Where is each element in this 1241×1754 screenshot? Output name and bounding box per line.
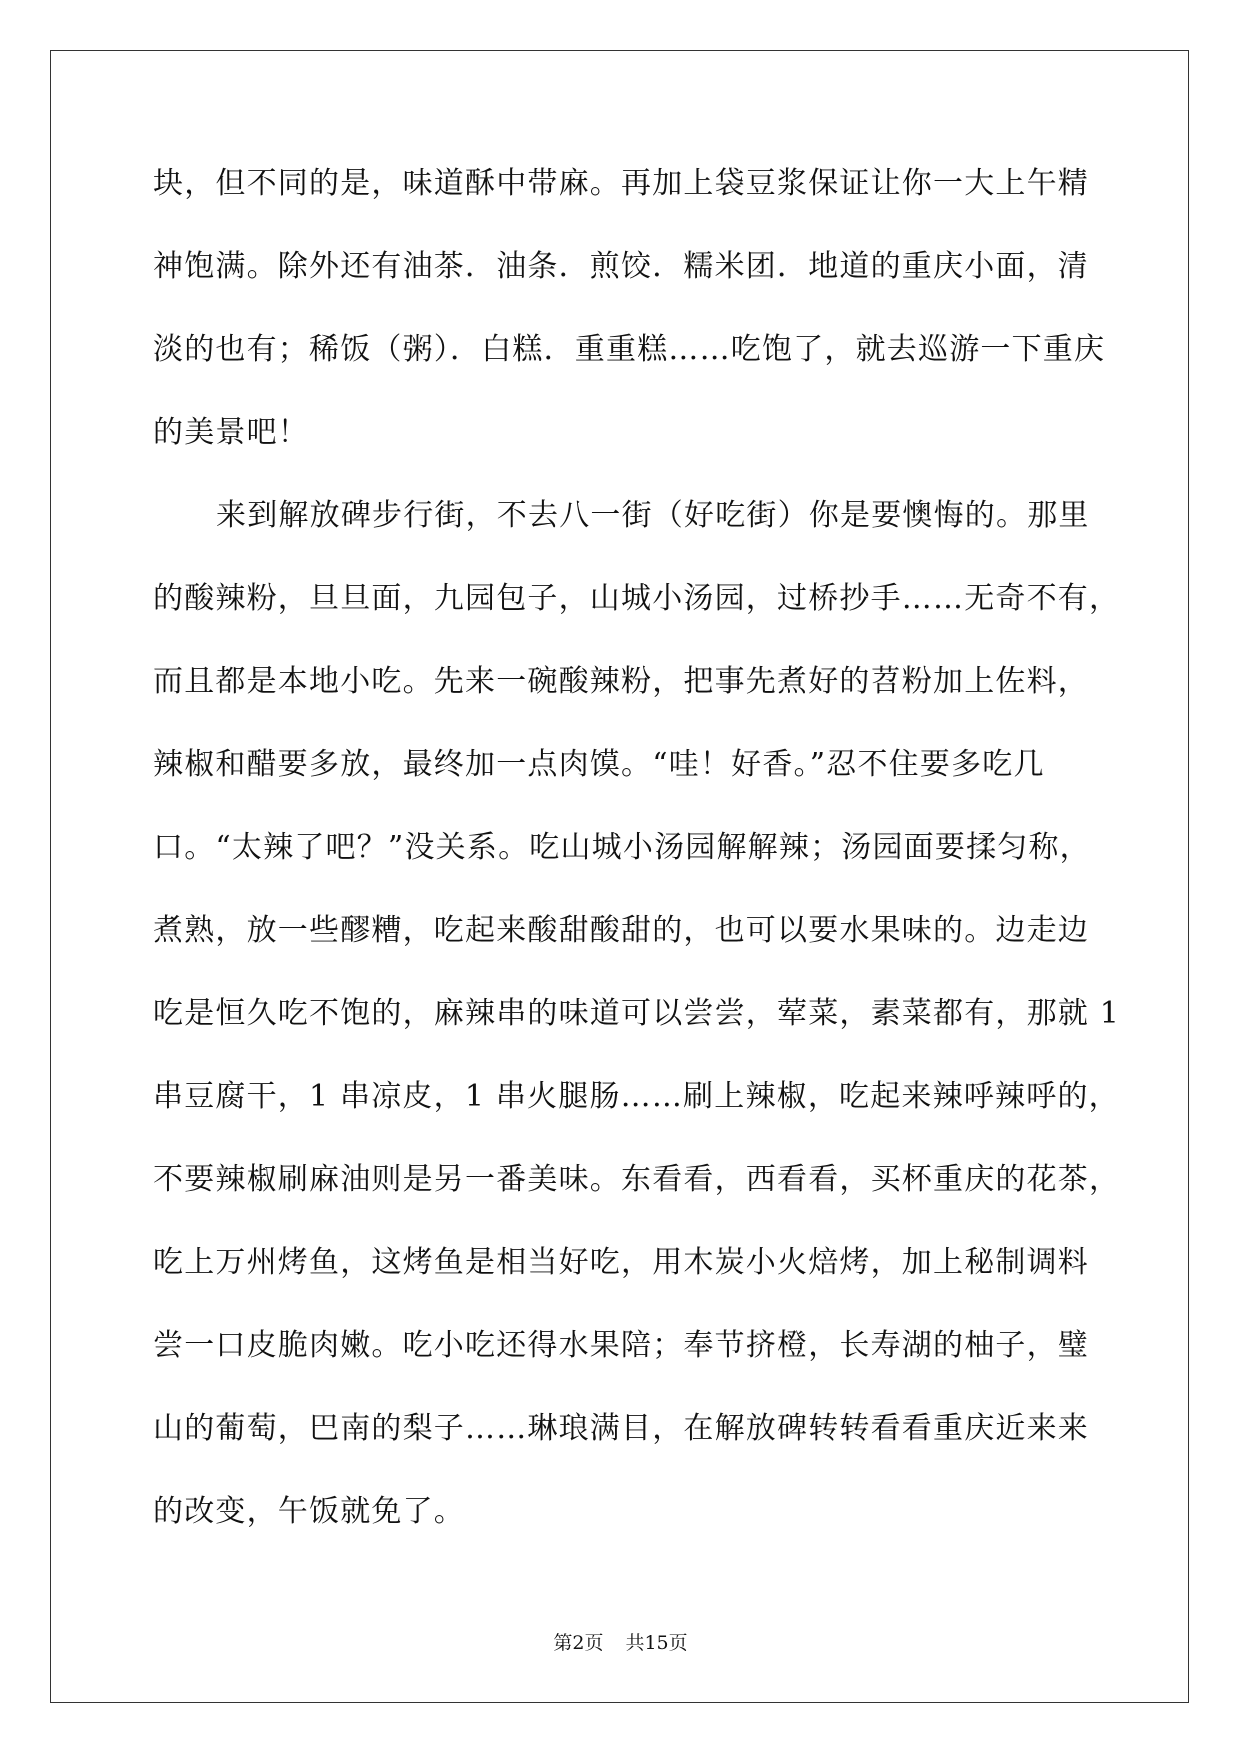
page-number: 第2页 xyxy=(553,1632,604,1654)
text-line: 吃上万州烤鱼，这烤鱼是相当好吃，用木炭小火焙烤，加上秘制调料 xyxy=(153,1245,1089,1280)
text-line: 串豆腐干，1 串凉皮，1 串火腿肠……刷上辣椒，吃起来辣呼辣呼的， xyxy=(153,1079,1120,1114)
text-line: 块，但不同的是，味道酥中带麻。再加上袋豆浆保证让你一大上午精 xyxy=(153,166,1089,201)
text-line: 而且都是本地小吃。先来一碗酸辣粉，把事先煮好的苕粉加上佐料， xyxy=(153,664,1089,699)
text-line: 尝一口皮脆肉嫩。吃小吃还得水果陪；奉节挤橙，长寿湖的柚子，璧 xyxy=(153,1328,1089,1363)
page-total: 共15页 xyxy=(625,1632,688,1654)
text-line: 吃是恒久吃不饱的，麻辣串的味道可以尝尝，荤菜，素菜都有，那就 1 xyxy=(153,996,1121,1031)
text-line: 不要辣椒刷麻油则是另一番美味。东看看，西看看，买杯重庆的花茶， xyxy=(153,1162,1121,1197)
document-body xyxy=(153,162,1121,1573)
paragraph-first-line: 来到解放碑步行街，不去八一街（好吃街）你是要懊悔的。那里 xyxy=(216,498,1090,533)
text-line: 淡的也有；稀饭（粥）．白糕．重重糕……吃饱了，就去巡游一下重庆 xyxy=(153,332,1106,367)
text-line: 煮熟，放一些醪糟，吃起来酸甜酸甜的，也可以要水果味的。边走边 xyxy=(153,913,1089,948)
text-line: 神饱满。除外还有油茶．油条．煎饺．糯米团．地道的重庆小面，清 xyxy=(153,249,1089,284)
text-line: 的酸辣粉，旦旦面，九园包子，山城小汤园，过桥抄手……无奇不有， xyxy=(153,581,1121,616)
text-line: 辣椒和醋要多放，最终加一点肉馍。“哇！好香。”忍不住要多吃几 xyxy=(153,747,1045,782)
page-footer xyxy=(0,1631,1241,1655)
text-line: 口。“太辣了吧？”没关系。吃山城小汤园解解辣；汤园面要揉匀称， xyxy=(153,830,1091,865)
text-line: 山的葡萄，巴南的梨子……琳琅满目，在解放碑转转看看重庆近来来 xyxy=(153,1411,1089,1446)
text-line: 的改变，午饭就免了。 xyxy=(153,1494,465,1529)
text-line: 的美景吧！ xyxy=(153,415,309,450)
